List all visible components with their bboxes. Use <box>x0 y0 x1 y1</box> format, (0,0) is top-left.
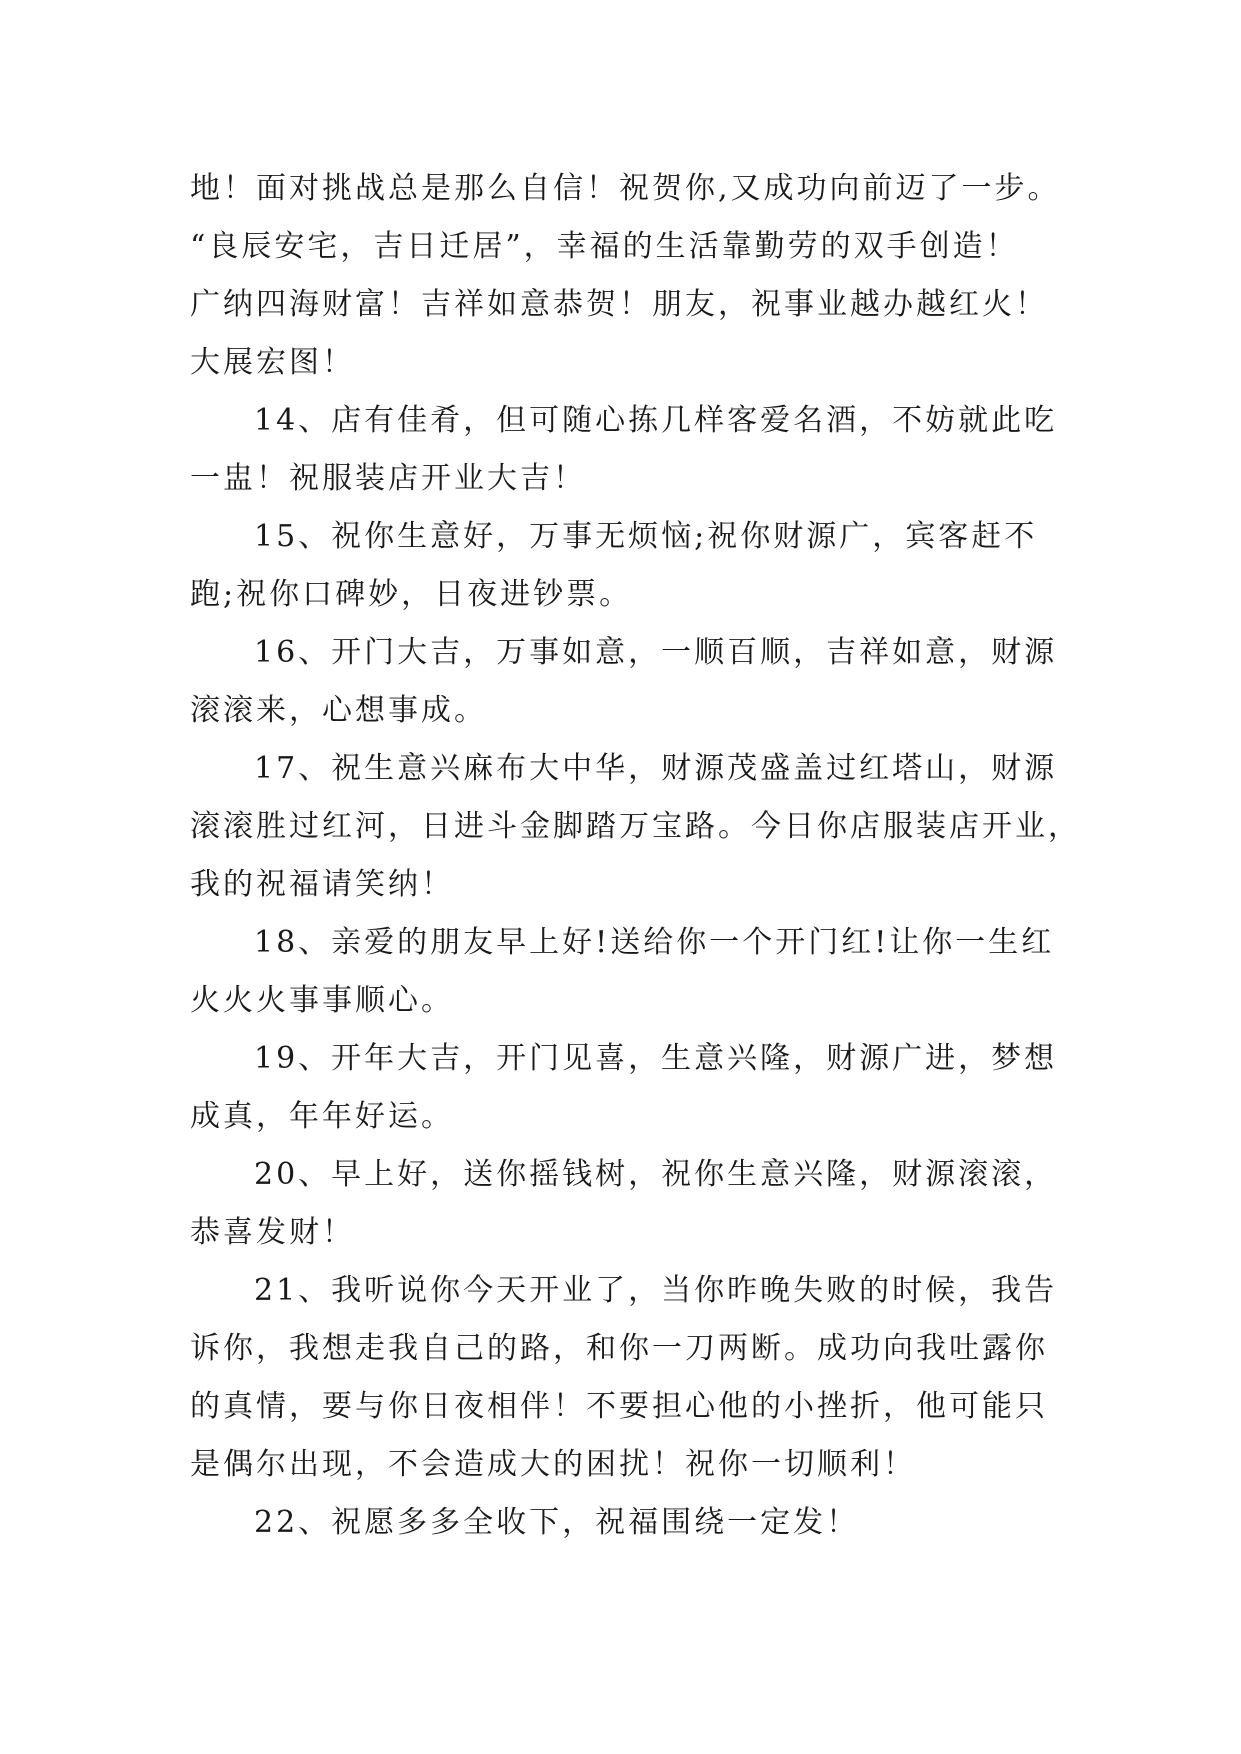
text-line-5: 14、店有佳肴，但可随心拣几样客爱名酒，不妨就此吃 <box>254 403 1058 438</box>
text-line-17: 成真，年年好运。 <box>190 1099 454 1134</box>
text-line-11: 17、祝生意兴麻布大中华，财源茂盛盖过红塔山，财源 <box>254 751 1058 786</box>
text-line-4: 大展宏图！ <box>190 345 355 380</box>
text-line-18: 20、早上好，送你摇钱树，祝你生意兴隆，财源滚滚， <box>254 1157 1058 1192</box>
text-line-15: 火火火事事顺心。 <box>190 983 454 1018</box>
document-body <box>190 160 1090 1552</box>
text-line-24: 22、祝愿多多全收下，祝福围绕一定发！ <box>254 1505 860 1540</box>
text-line-20: 21、我听说你今天开业了，当你昨晚失败的时候，我告 <box>254 1273 1058 1308</box>
text-line-9: 16、开门大吉，万事如意，一顺百顺，吉祥如意，财源 <box>254 635 1058 670</box>
text-line-7: 15、祝你生意好，万事无烦恼;祝你财源广，宾客赶不 <box>254 519 1038 554</box>
text-line-21: 诉你，我想走我自己的路，和你一刀两断。成功向我吐露你 <box>190 1331 1048 1366</box>
text-line-6: 一盅！祝服装店开业大吉！ <box>190 461 586 496</box>
text-line-23: 是偶尔出现，不会造成大的困扰！祝你一切顺利！ <box>190 1447 916 1482</box>
text-line-12: 滚滚胜过红河，日进斗金脚踏万宝路。今日你店服装店开业， <box>190 809 1081 844</box>
text-line-8: 跑;祝你口碑妙，日夜进钞票。 <box>190 577 633 612</box>
text-line-13: 我的祝福请笑纳！ <box>190 867 454 902</box>
text-line-2: “良辰安宅，吉日迁居”，幸福的生活靠勤劳的双手创造！ <box>190 229 1019 264</box>
text-line-14: 18、亲爱的朋友早上好!送给你一个开门红!让你一生红 <box>254 925 1055 960</box>
text-line-1: 地！面对挑战总是那么自信！祝贺你,又成功向前迈了一步。 <box>190 171 1061 206</box>
text-line-3: 广纳四海财富！吉祥如意恭贺！朋友，祝事业越办越红火！ <box>190 287 1048 322</box>
text-line-19: 恭喜发财！ <box>190 1215 355 1250</box>
text-line-22: 的真情，要与你日夜相伴！不要担心他的小挫折，他可能只 <box>190 1389 1048 1424</box>
text-line-16: 19、开年大吉，开门见喜，生意兴隆，财源广进，梦想 <box>254 1041 1058 1076</box>
text-line-10: 滚滚来，心想事成。 <box>190 693 487 728</box>
